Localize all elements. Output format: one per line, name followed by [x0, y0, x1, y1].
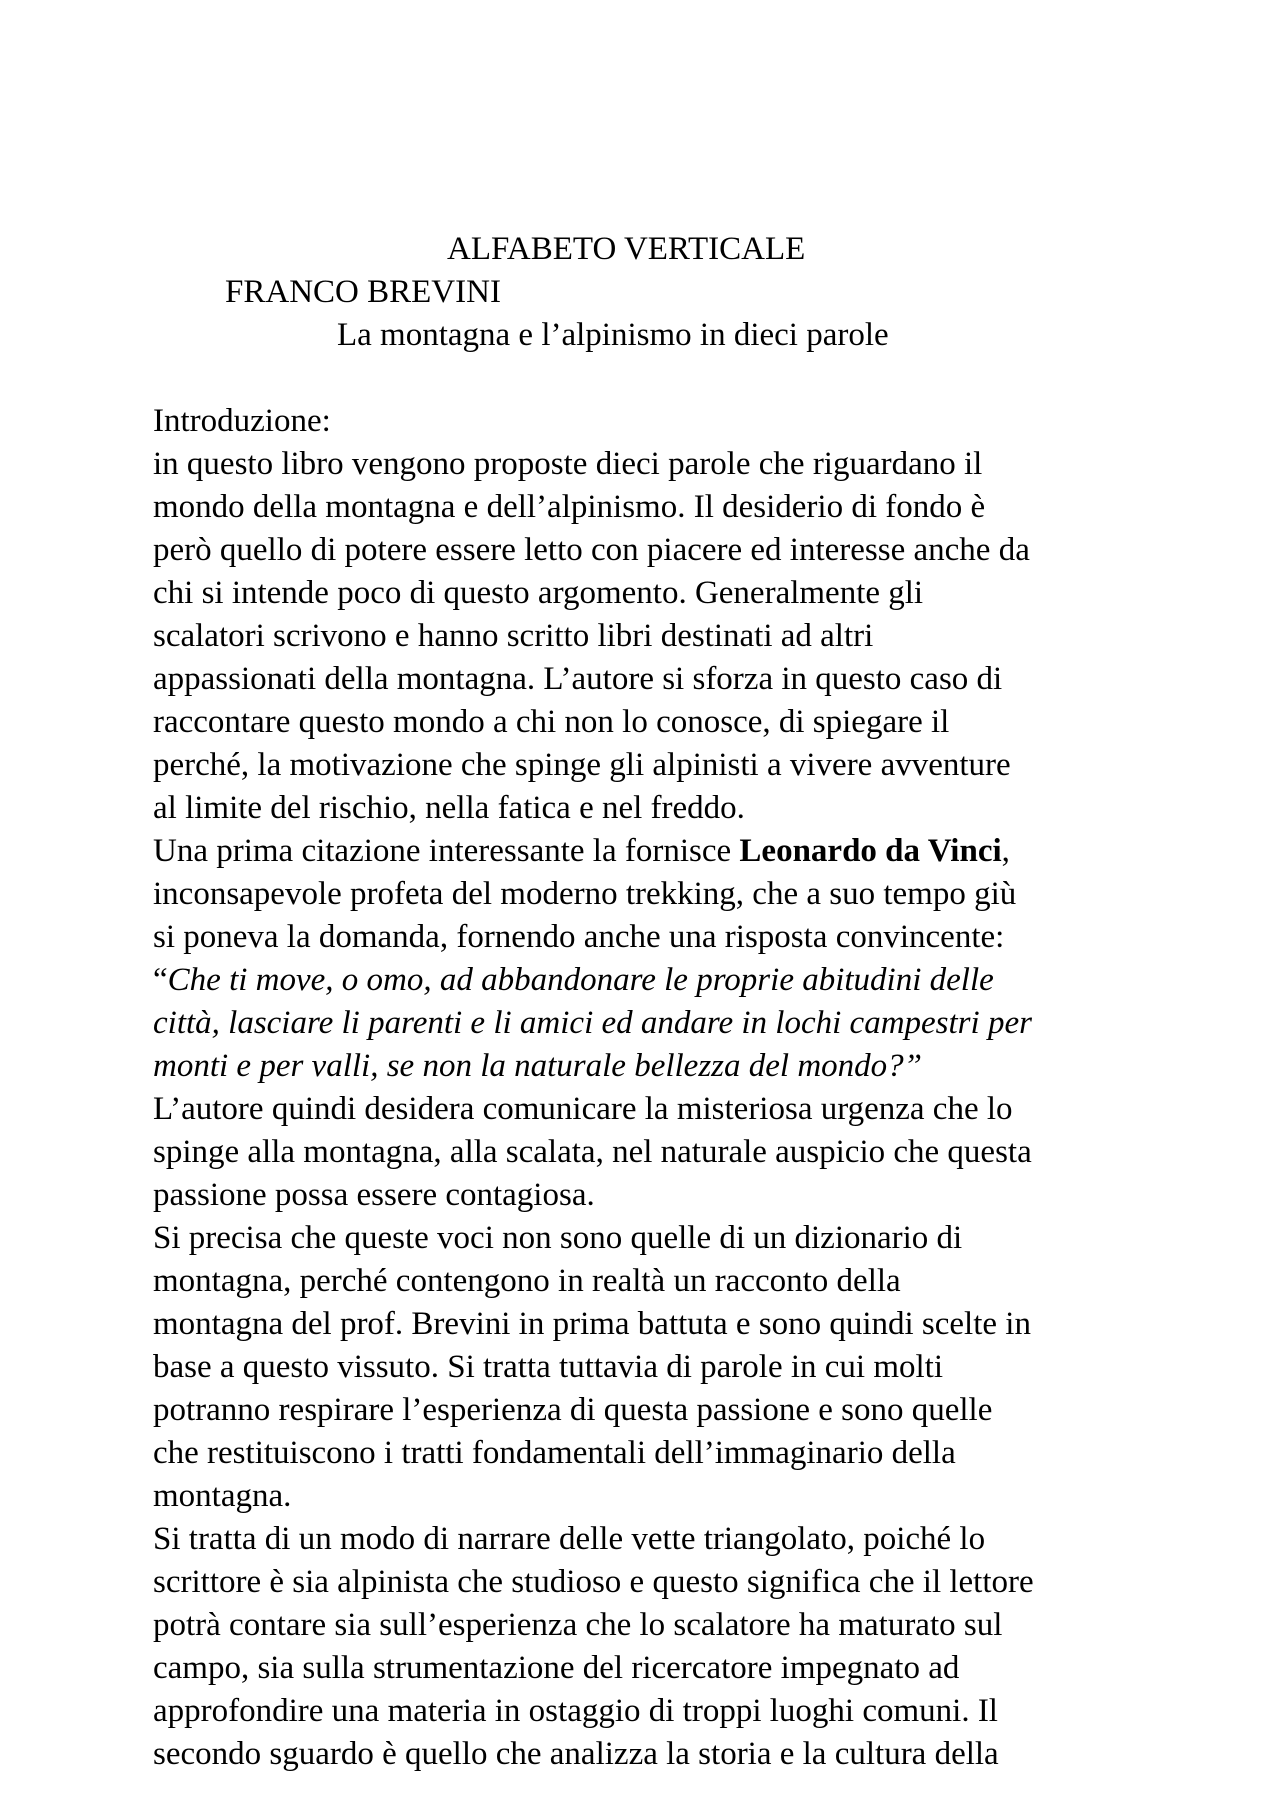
- text-line: che restituiscono i tratti fondamentali dell’immaginario della: [153, 1435, 956, 1471]
- text-line: passione possa essere contagiosa.: [153, 1177, 595, 1213]
- text-line: scalatori scrivono e hanno scritto libri destinati ad altri: [153, 618, 874, 654]
- book-title: ALFABETO VERTICALE: [447, 231, 806, 267]
- book-subtitle: La montagna e l’alpinismo in dieci parole: [337, 317, 889, 353]
- quote-line: [153, 959, 1153, 1002]
- quote-line: città, lasciare li parenti e li amici ed andare in lochi campestri per: [153, 1005, 1032, 1041]
- text-span: ,: [1001, 833, 1010, 869]
- quote-open-mark: “: [153, 962, 168, 998]
- quote-text: Che ti move, o omo, ad abbandonare le proprie abitudini delle: [167, 962, 994, 998]
- text-line: mondo della montagna e dell’alpinismo. Il desiderio di fondo è: [153, 489, 986, 525]
- text-line: potrà contare sia sull’esperienza che lo scalatore ha maturato sul: [153, 1607, 1003, 1643]
- text-line: montagna del prof. Brevini in prima battuta e sono quindi scelte in: [153, 1306, 1031, 1342]
- text-line: raccontare questo mondo a chi non lo conosce, di spiegare il: [153, 704, 950, 740]
- text-line: Si tratta di un modo di narrare delle vette triangolato, poiché lo: [153, 1521, 986, 1557]
- text-line: montagna.: [153, 1478, 292, 1514]
- text-span: Una prima citazione interessante la fornisce: [153, 833, 740, 869]
- book-author: FRANCO BREVINI: [225, 274, 501, 310]
- text-line: montagna, perché contengono in realtà un racconto della: [153, 1263, 901, 1299]
- text-line: Si precisa che queste voci non sono quelle di un dizionario di: [153, 1220, 963, 1256]
- text-line: però quello di potere essere letto con piacere ed interesse anche da: [153, 532, 1030, 568]
- quote-line: [153, 1045, 1153, 1088]
- text-line: inconsapevole profeta del moderno trekking, che a suo tempo giù: [153, 876, 1017, 912]
- text-line: spinge alla montagna, alla scalata, nel naturale auspicio che questa: [153, 1134, 1032, 1170]
- highlighted-name: Leonardo da Vinci: [739, 833, 1002, 869]
- text-line: base a questo vissuto. Si tratta tuttavia di parole in cui molti: [153, 1349, 944, 1385]
- text-line: campo, sia sulla strumentazione del ricercatore impegnato ad: [153, 1650, 960, 1686]
- text-line: perché, la motivazione che spinge gli alpinisti a vivere avventure: [153, 747, 1011, 783]
- text-line: [153, 830, 1153, 873]
- text-line: chi si intende poco di questo argomento. Generalmente gli: [153, 575, 924, 611]
- text-line: potranno respirare l’esperienza di questa passione e sono quelle: [153, 1392, 993, 1428]
- document-body: [153, 400, 1153, 1776]
- text-line: appassionati della montagna. L’autore si sforza in questo caso di: [153, 661, 1003, 697]
- text-line: si poneva la domanda, fornendo anche una risposta convincente:: [153, 919, 1005, 955]
- quote-close-mark: ”: [903, 1048, 923, 1084]
- text-line: secondo sguardo è quello che analizza la storia e la cultura della: [153, 1736, 999, 1772]
- text-line: al limite del rischio, nella fatica e nel freddo.: [153, 790, 745, 826]
- text-line: in questo libro vengono proposte dieci parole che riguardano il: [153, 446, 983, 482]
- text-line: scrittore è sia alpinista che studioso e questo significa che il lettore: [153, 1564, 1034, 1600]
- quote-text: monti e per valli, se non la naturale bellezza del mondo?: [153, 1048, 904, 1084]
- text-line: approfondire una materia in ostaggio di troppi luoghi comuni. Il: [153, 1693, 998, 1729]
- text-line: L’autore quindi desidera comunicare la misteriosa urgenza che lo: [153, 1091, 1013, 1127]
- section-heading: Introduzione:: [153, 403, 331, 439]
